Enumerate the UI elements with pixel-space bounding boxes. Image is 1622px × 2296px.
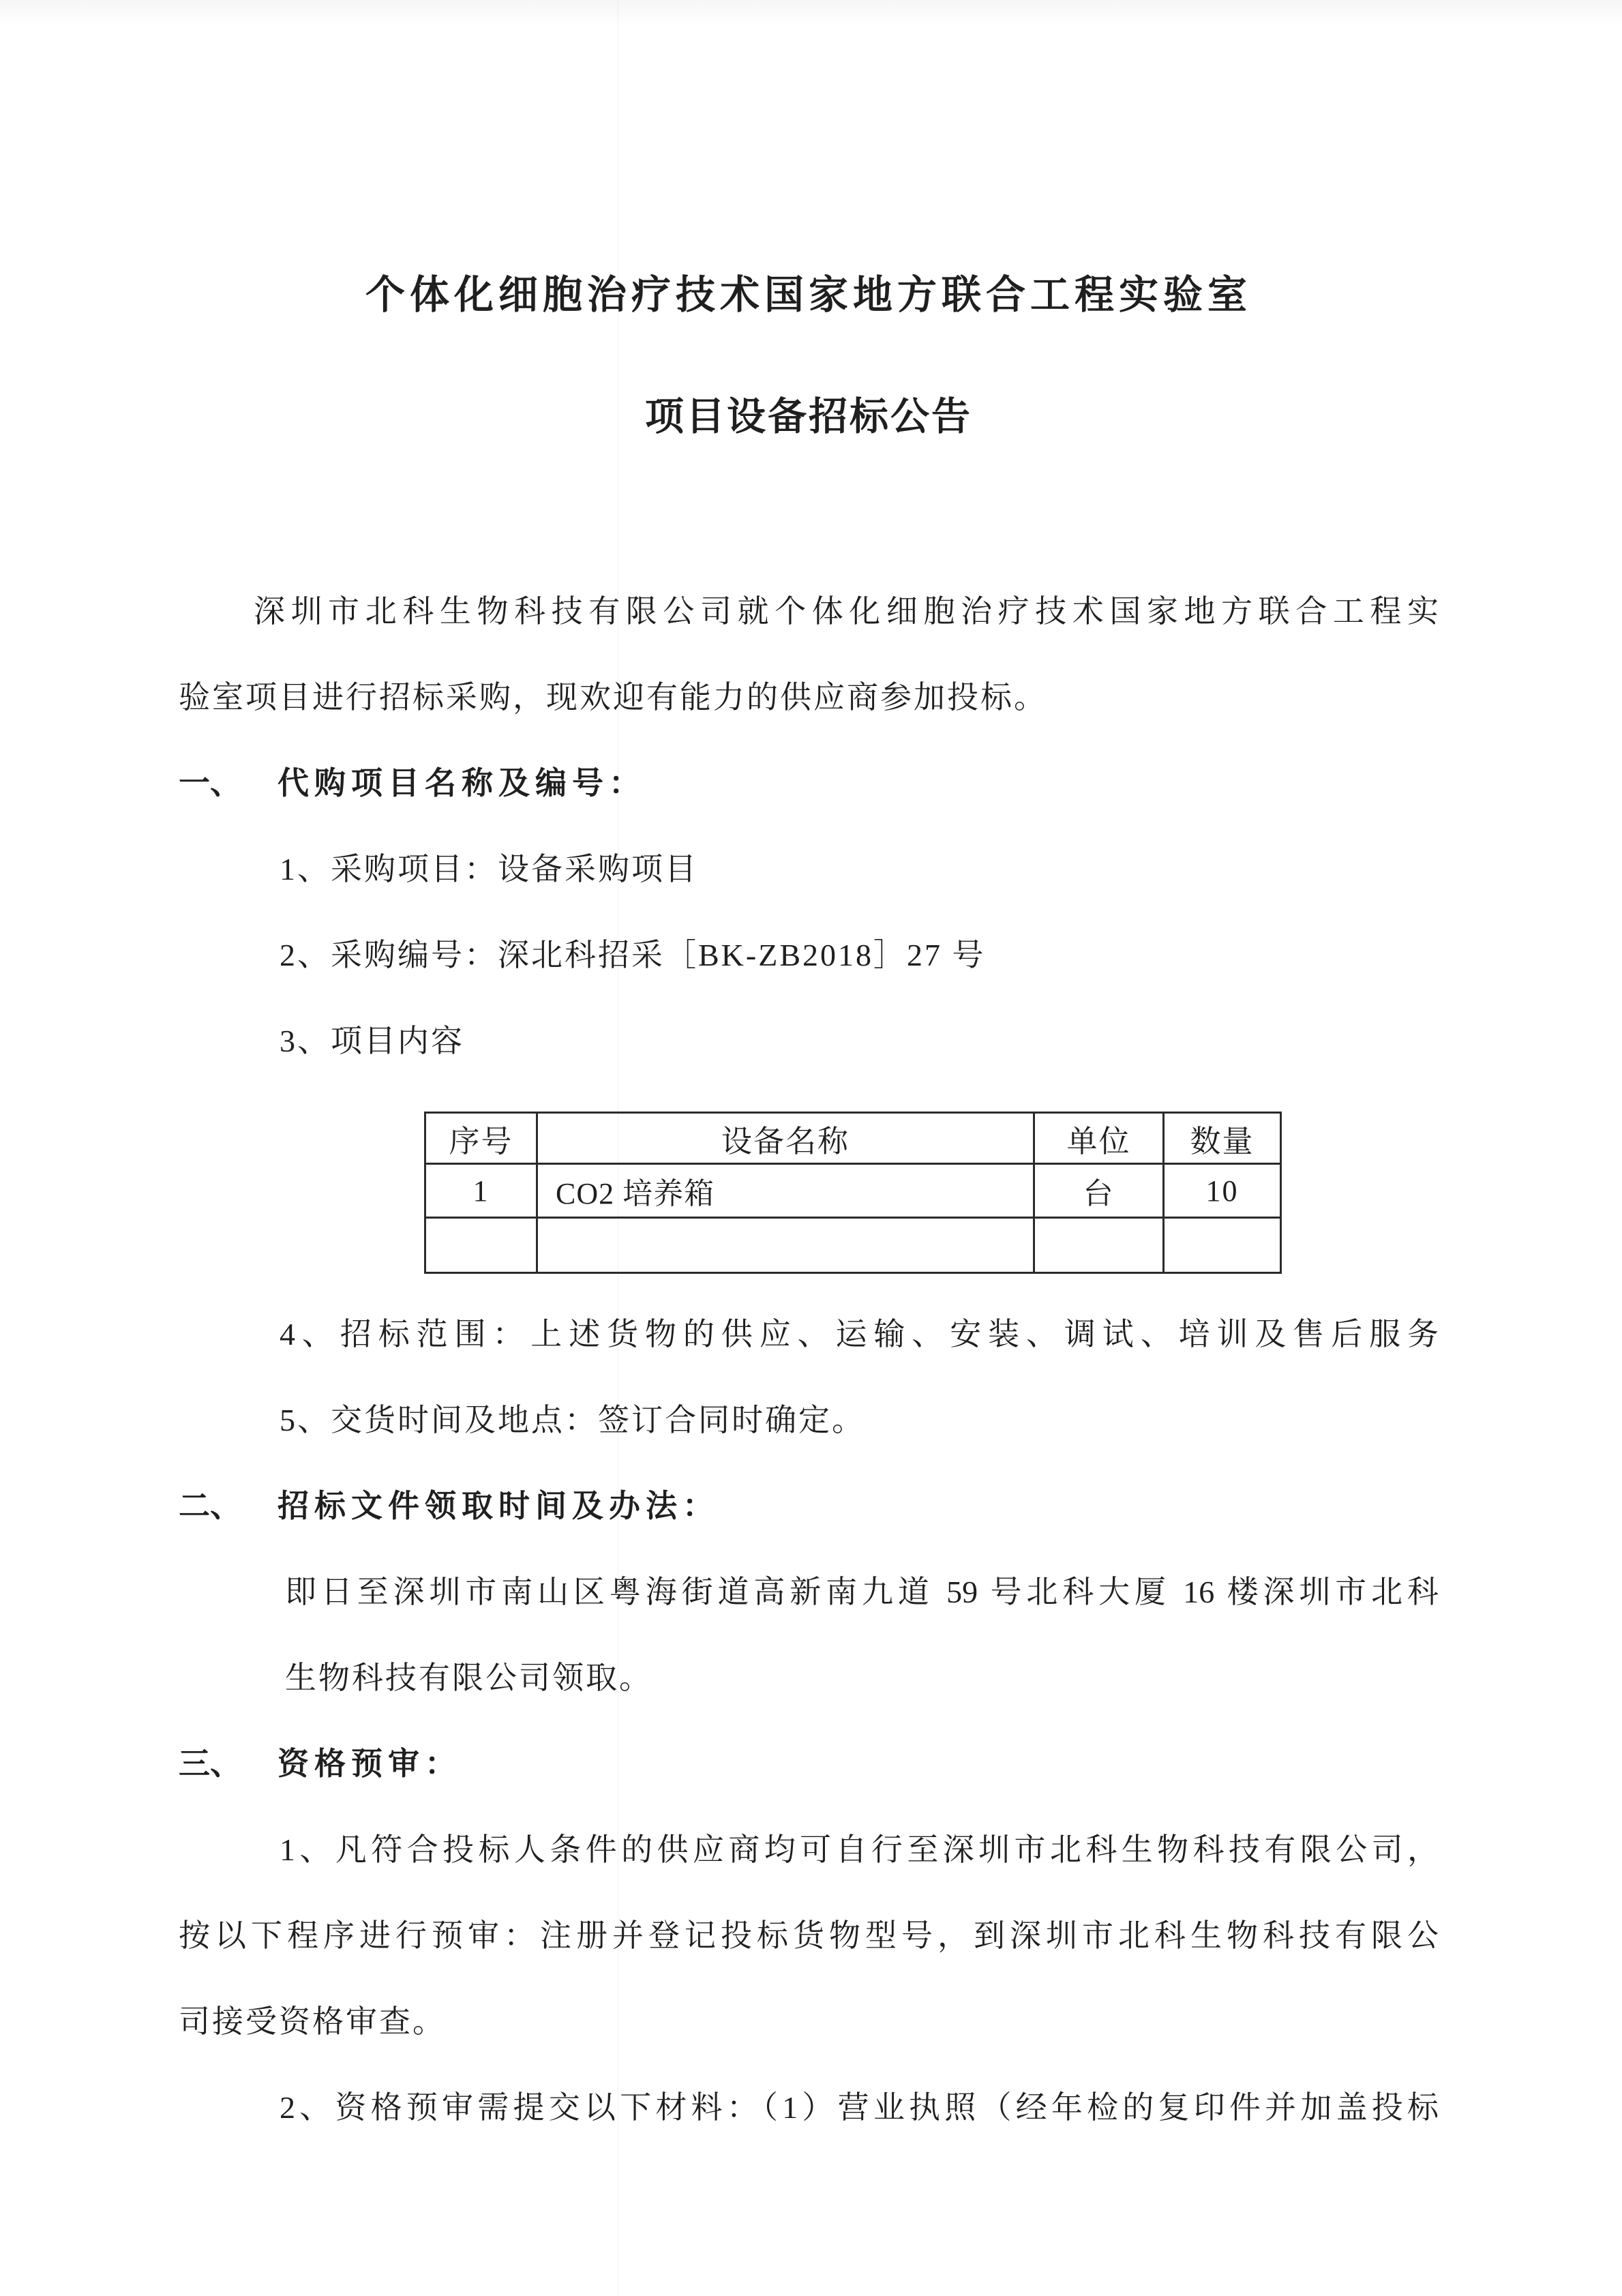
table-cell-no xyxy=(425,1218,537,1273)
section-1-heading-text: 代购项目名称及编号： xyxy=(277,766,646,801)
section-1-item-2: 2、采购编号：深北科招采［BK-ZB2018］27 号 xyxy=(280,938,986,972)
table-cell-qty xyxy=(1164,1218,1281,1273)
table-cell-qty: 10 xyxy=(1164,1164,1281,1218)
table-cell-name xyxy=(537,1218,1034,1273)
section-1-item-4: 4、招标范围：上述货物的供应、运输、安装、调试、培训及售后服务 xyxy=(280,1317,1439,1352)
section-1-item-3: 3、项目内容 xyxy=(280,1024,464,1058)
table-header-qty: 数量 xyxy=(1164,1113,1281,1164)
section-3-para2-line: 2、资格预审需提交以下材料：（1）营业执照（经年检的复印件并加盖投标 xyxy=(280,2090,1439,2125)
section-1-item-5: 5、交货时间及地点：签订合同时确定。 xyxy=(280,1403,865,1437)
table-row-empty xyxy=(425,1218,1281,1273)
table-header-no: 序号 xyxy=(425,1113,537,1164)
section-1-item-1: 1、采购项目：设备采购项目 xyxy=(280,852,698,886)
equipment-table-wrapper xyxy=(424,1112,1439,1274)
table-cell-unit: 台 xyxy=(1034,1164,1164,1218)
document-title-line1: 个体化细胞治疗技术国家地方联合工程实验室 xyxy=(365,273,1252,317)
table-header-name: 设备名称 xyxy=(537,1113,1034,1164)
section-3-para1-line-2: 按以下程序进行预审：注册并登记投标货物型号，到深圳市北科生物科技有限公 xyxy=(179,1918,1439,1953)
intro-line-2: 验室项目进行招标采购，现欢迎有能力的供应商参加投标。 xyxy=(179,680,1047,715)
table-header-unit: 单位 xyxy=(1034,1113,1164,1164)
section-1-marker: 一、 xyxy=(179,766,241,801)
section-2-heading xyxy=(179,1463,1439,1549)
table-cell-name: CO2 培养箱 xyxy=(537,1164,1034,1218)
intro-line-1: 深圳市北科生物科技有限公司就个体化细胞治疗技术国家地方联合工程实 xyxy=(254,594,1439,629)
table-cell-no: 1 xyxy=(425,1164,537,1218)
table-header-row xyxy=(425,1113,1281,1164)
section-2-heading-text: 招标文件领取时间及办法： xyxy=(277,1489,719,1523)
section-1-heading xyxy=(179,741,1439,826)
section-2-body-line-1: 即日至深圳市南山区粤海街道高新南九道 59 号北科大厦 16 楼深圳市北科 xyxy=(285,1575,1439,1609)
section-2-body-line-2: 生物科技有限公司领取。 xyxy=(285,1660,652,1695)
document-content xyxy=(179,0,1439,2151)
section-3-marker: 三、 xyxy=(179,1746,241,1781)
table-cell-unit xyxy=(1034,1218,1164,1273)
document-title-line2: 项目设备招标公告 xyxy=(645,396,972,438)
section-3-heading xyxy=(179,1721,1439,1807)
section-3-para1-line-3: 司接受资格审查。 xyxy=(179,2004,446,2039)
table-row xyxy=(425,1164,1281,1218)
section-2-marker: 二、 xyxy=(179,1489,241,1523)
equipment-table xyxy=(424,1112,1282,1274)
section-3-para1-line-1: 1、凡符合投标人条件的供应商均可自行至深圳市北科生物科技有限公司， xyxy=(280,1832,1439,1867)
section-3-heading-text: 资格预审： xyxy=(277,1746,462,1781)
